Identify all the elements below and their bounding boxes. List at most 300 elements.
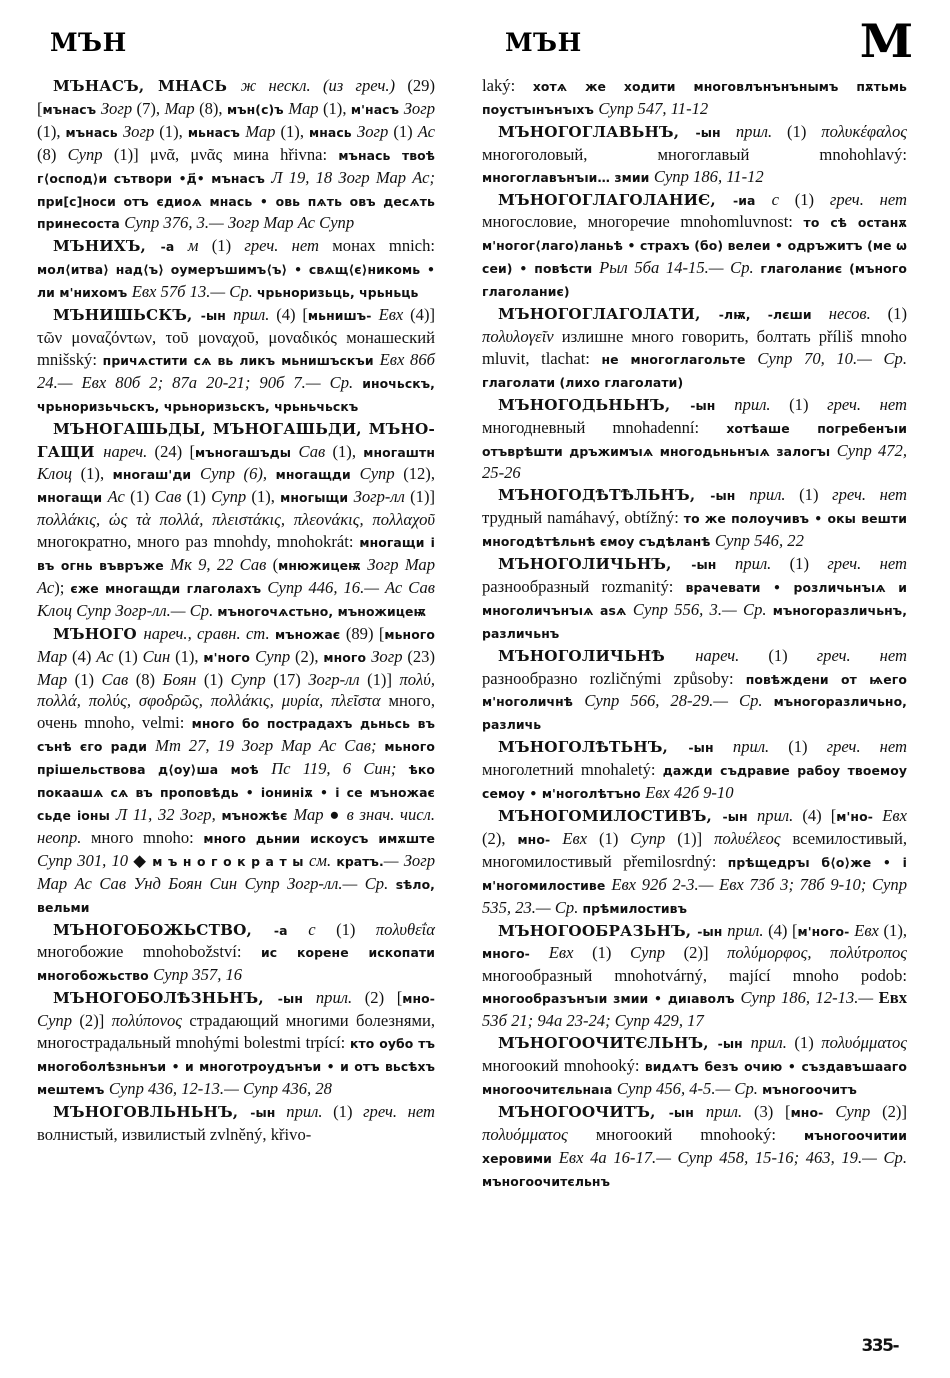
regular-text: многоокий mnohooký: (482, 1055, 645, 1075)
italic-text: Л 11, 32 Зогр, (115, 805, 222, 824)
regular-text: (1), (37, 121, 66, 141)
dictionary-entry-continued (482, 75, 907, 121)
regular-text: (1) (211, 236, 245, 256)
italic-text: греч. нет (826, 737, 907, 757)
running-head-left: МЪН (50, 28, 127, 57)
italic-text: Мт 27, 19 Зогр Мар Ас Сав; (155, 736, 385, 756)
old-church-slavonic-text: -ын (690, 397, 735, 413)
italic-text: нареч. (695, 645, 769, 665)
italic-text: греч. нет (363, 1101, 435, 1121)
old-church-slavonic-text: прѣмилостивъ (582, 900, 688, 916)
dictionary-entry (37, 987, 435, 1101)
italic-text: Супр (67, 144, 114, 164)
regular-text: (2)] (79, 1011, 112, 1031)
headword: МЪНОГОЛИЧЬНЪ, (498, 555, 692, 574)
old-church-slavonic-text: врачевати • розличьнъıѧ и многоличънъıѧ аѕѧ (482, 579, 907, 618)
italic-text: Евх (548, 943, 593, 963)
dictionary-entry (482, 1032, 907, 1101)
regular-text: (4)] τῶν μοναζόντων, τοῦ μοναχοῦ, μοναδικός монашеский mnišský: (37, 305, 435, 369)
italic-text: греч. нет (244, 236, 333, 256)
old-church-slavonic-text: многоглавънъıи… змии (482, 169, 654, 185)
old-church-slavonic-text: многащи (37, 490, 108, 506)
italic-text: прил. (233, 305, 277, 325)
regular-text: (2)] (882, 1101, 907, 1121)
old-church-slavonic-text: ѣко покаашѧ сѧ въ проповѣдь • іониніѫ • і се мъножає сьде іоны (37, 762, 436, 823)
italic-text: м (187, 236, 212, 256)
italic-text: Зогр Мар Ас (37, 555, 435, 597)
italic-text: Супр 547, 11-12 (598, 98, 709, 118)
regular-text: страдающий многими болезнями, многострадальный mnohými bolestmi trpící: (37, 1011, 435, 1053)
regular-text: многократно, много раз mnohdy, mnohokrát: (37, 532, 360, 552)
headword: МЪНОГОГЛАВЬНЪ, (498, 122, 696, 141)
old-church-slavonic-text: многообразънъıи змии • диıаволъ (482, 991, 741, 1007)
italic-text: в знач. числ. неопр. (37, 805, 436, 847)
italic-text: Супр (6), (200, 464, 276, 484)
italic-text: прил. (735, 554, 790, 574)
regular-text: (1) (887, 304, 907, 324)
headword: МЪНОГОМИЛОСТИВЪ, (498, 807, 723, 825)
headword: МЪНОГОДЬНЬНЪ, (498, 395, 691, 414)
regular-text: (17) (273, 669, 309, 689)
old-church-slavonic-text: м ъ н о г о к р а т ы (152, 853, 309, 869)
regular-text: (23) (407, 646, 436, 666)
old-church-slavonic-text: мъногоразличьнъ, различьнъ (482, 602, 908, 641)
old-church-slavonic-text: мьного (384, 626, 435, 642)
italic-text: — Зогр Мар Ас Сав Унд Боян Син Супр Зогр-лл.— Ср. (37, 850, 436, 893)
italic-text: Супр 566, 28-29.— Ср. (584, 691, 774, 711)
italic-text: Син (142, 646, 176, 666)
italic-text: Сав (101, 669, 136, 689)
headword: МЪНОГОБОЛѢЗНЬНЪ, (53, 989, 278, 1008)
italic-text: Супр (37, 1011, 80, 1031)
regular-text: (2), (482, 828, 518, 848)
italic-text: Мар (288, 98, 323, 118)
regular-text: (4) [ (802, 806, 837, 825)
italic-text: πολυλογεῖν (482, 326, 562, 346)
left-column (37, 75, 435, 1146)
old-church-slavonic-text: многаштн (363, 444, 435, 460)
headword: МЪНОГОЛИЧЬНѢ (498, 646, 696, 665)
italic-text: Супр (630, 943, 684, 963)
italic-text: Пс 119, 6 Син; (271, 759, 409, 779)
italic-text: πολυκέφαλος (821, 121, 907, 141)
italic-text: Мар (293, 805, 330, 824)
italic-text: πολύμορφος, πολύτροπος (727, 943, 908, 963)
italic-text: Евх 4а 16-17.— Супр 458, 15-16; 463, 19.— Ср. (558, 1147, 907, 1167)
old-church-slavonic-text: мънась твоѣ г⟨оспод⟩и сътвори •д҃• мънасъ (37, 147, 436, 186)
regular-text: (1) (333, 1101, 364, 1121)
italic-text: Супр 436, 12-13.— Супр 436, 28 (108, 1078, 332, 1098)
old-church-slavonic-text: хотѧ же ходити многовлънънънымъ пѫтьмь поустъıнънъıхъ (482, 79, 907, 117)
regular-text: (1) (794, 189, 830, 209)
old-church-slavonic-text: мнась (309, 124, 358, 140)
old-church-slavonic-text: много- (482, 946, 549, 962)
headword: МЪНОГОДѢТѢЛЬНЪ, (498, 486, 711, 505)
regular-text: (1) (787, 121, 822, 141)
old-church-slavonic-text: мъногоразличьно, различь (482, 694, 907, 733)
regular-text: многодневный mnohadenní: (482, 417, 727, 437)
italic-text: с (308, 919, 337, 939)
italic-text: Боян (162, 669, 204, 689)
headword: МЪНОГООЧИТЪ, (498, 1102, 669, 1121)
regular-text: (1), (322, 98, 351, 118)
section-letter: М (859, 14, 914, 68)
old-church-slavonic-text: -ын (710, 488, 750, 504)
headword: МЪНИШЬСКЪ, (53, 306, 201, 325)
old-church-slavonic-text: при[с]носи отъ єдиоѧ мнась • овь пѧть овъ десѧть принесоста (37, 193, 435, 232)
old-church-slavonic-text: мъножѣє (221, 808, 294, 823)
regular-text: (1), (332, 441, 364, 461)
italic-text: Евх 42б 9-10 (645, 783, 734, 803)
regular-text: (2), (295, 646, 324, 666)
old-church-slavonic-text: многащи і въ огнь въвръже (37, 535, 435, 574)
regular-text: (7), (136, 98, 165, 118)
italic-text: Мар (164, 98, 200, 118)
italic-text: Сав (154, 487, 187, 507)
regular-text: (4) (72, 646, 97, 666)
italic-text: Зогр (357, 121, 394, 141)
dictionary-entry (37, 919, 435, 988)
italic-text: Евх (378, 305, 411, 325)
old-church-slavonic-text: дажди съдравие рабоу твоемоу семоу • м'ноголѣтъно (482, 763, 908, 802)
regular-text: (12), (403, 464, 435, 484)
old-church-slavonic-text: мъногоочитєльнъ (482, 1173, 611, 1189)
old-church-slavonic-text: мно- (790, 1104, 836, 1120)
regular-text: (1), (159, 121, 188, 141)
italic-text: прил. (315, 988, 365, 1008)
regular-text: (1) (118, 646, 143, 666)
dictionary-entry (482, 394, 907, 485)
old-church-slavonic-text: то же полоучивъ • окы вешти многодѣтѣльнѣ ємоу съдѣланѣ (482, 511, 907, 550)
headword: МЪНОГОЛѢТЬНЪ, (498, 738, 689, 757)
page-number: 335- (861, 1336, 898, 1356)
old-church-slavonic-text: -иа (733, 192, 772, 208)
italic-text: прил. (732, 737, 789, 757)
italic-text: Евх 57б 13.— Ср. (131, 282, 257, 302)
old-church-slavonic-text: многащди (275, 467, 360, 483)
old-church-slavonic-text: -ын (200, 308, 234, 324)
italic-text: πολύ, πολλά, πολύς, σφοδρῶς, πολλάκις, μυρία, πλεῖστα (37, 669, 436, 711)
regular-text: (8) (135, 669, 163, 689)
old-church-slavonic-text: кратъ. (336, 853, 384, 869)
italic-text: Зогр (100, 98, 137, 118)
old-church-slavonic-text: -а (160, 239, 188, 255)
old-church-slavonic-text: -ын (691, 557, 736, 573)
regular-text: ); (54, 577, 71, 597)
old-church-slavonic-text: многыщи (280, 490, 354, 506)
old-church-slavonic-text: мъногочѧстьно, мъножицеѭ (217, 603, 427, 619)
old-church-slavonic-text: много дьнии искоусъ имѫште (203, 830, 436, 846)
regular-text: много, очень mnoho, velmi: (37, 691, 435, 733)
old-church-slavonic-text: многаш'ди (112, 467, 200, 483)
regular-text: (1), (883, 920, 907, 940)
italic-text: πολυθεΐα (375, 919, 435, 939)
regular-text: многобожие mnohobožství: (37, 942, 261, 962)
regular-text: (1)] (410, 487, 435, 507)
regular-text: многолетний mnohaletý: (482, 760, 663, 780)
italic-text: πολυόμματος (821, 1033, 908, 1053)
italic-text: Зогр (122, 121, 160, 141)
right-column (482, 75, 907, 1192)
old-church-slavonic-text: -ын (277, 991, 316, 1007)
old-church-slavonic-text: мьнишъ- (307, 308, 379, 324)
italic-text: Мар (37, 646, 73, 666)
old-church-slavonic-text: мнюжицеѭ (278, 558, 368, 574)
regular-text: (1) (186, 487, 212, 507)
regular-text: (8), (199, 98, 227, 118)
italic-text: Евх (854, 920, 884, 940)
dictionary-entry (482, 645, 907, 737)
italic-text: нареч., сравн. ст. (143, 623, 275, 643)
old-church-slavonic-text: -лѭ, -лєши (718, 307, 829, 323)
dictionary-entry (37, 75, 435, 235)
italic-text: прил. (749, 485, 800, 505)
headword: МЪНОГОВЛЬНЬНЪ, (53, 1102, 251, 1121)
old-church-slavonic-text: єже многащди глаголахъ (70, 580, 268, 596)
italic-text: греч. нет (827, 554, 907, 574)
old-church-slavonic-text: ѕѣло, вельми (37, 876, 435, 915)
italic-text: нареч. (103, 441, 155, 461)
old-church-slavonic-text: мьного прішельствова д⟨оу⟩ша моѣ (37, 739, 435, 778)
italic-text: прил. (750, 1033, 795, 1053)
old-church-slavonic-text: -ын (722, 809, 757, 824)
old-church-slavonic-text: -ын (250, 1104, 287, 1120)
italic-text: прил. (757, 806, 803, 825)
regular-text: излишне много говорить, болтать příliš mnoho mluvit, tlachat: (482, 326, 907, 368)
headword: МЪНАСЪ, МНАСЬ (53, 77, 241, 95)
italic-text: Зогр (371, 646, 408, 666)
old-church-slavonic-text: мъногашъды (194, 444, 299, 460)
dictionary-entry (482, 736, 907, 805)
regular-text: разнообразный rozmanitý: (482, 576, 686, 596)
regular-text: (29) [ (37, 76, 435, 118)
headword: МЪНОГОГЛАГОЛАТИ, (498, 305, 719, 324)
headword: МЪНОГАШЬДЫ, МЪНОГАШЬДИ, МЪНО- ГАЩИ (37, 419, 435, 461)
bold-marker: ● (329, 805, 347, 824)
old-church-slavonic-text: мъногоочитии херовими (482, 1127, 907, 1166)
italic-text: Супр 556, 3.— Ср. (632, 599, 773, 619)
regular-text: много mnoho: (91, 827, 204, 847)
old-church-slavonic-text: -ын (688, 740, 733, 756)
regular-text: трудный namáhavý, obtížný: (482, 508, 684, 528)
regular-text: (1), (280, 121, 309, 141)
italic-text: Евх 86б 24.— Евх 80б 2; 87а 20-21; 90б 7.— Ср. (37, 349, 435, 392)
italic-text: Супр (835, 1101, 883, 1121)
italic-text: Мк 9, 22 Сав (170, 555, 273, 575)
old-church-slavonic-text: глаголати (лихо глаголати) (482, 374, 684, 390)
old-church-slavonic-text: мъножає (275, 626, 346, 642)
italic-text: πολύπονος (111, 1011, 190, 1031)
old-church-slavonic-text: мно- (402, 991, 435, 1007)
italic-text: Клоц (37, 464, 81, 484)
headword: МЪНОГОБОЖЬСТВО, (53, 920, 274, 939)
regular-text: (4) [ (276, 305, 308, 325)
italic-text: несов. (828, 304, 888, 324)
old-church-slavonic-text: много (323, 649, 372, 665)
italic-text: Супр 456, 4-5.— Ср. (616, 1078, 763, 1098)
dictionary-entry (37, 1101, 435, 1146)
regular-text: (24) [ (154, 441, 195, 461)
italic-text: греч. нет (816, 645, 908, 665)
dictionary-entry (37, 304, 435, 418)
italic-text: греч. нет (832, 485, 908, 505)
headword: МЪНОГООЧИТЄЛЬНЪ, (498, 1034, 718, 1053)
old-church-slavonic-text: м'но- (836, 809, 883, 824)
italic-text: Зогр-лл (353, 487, 411, 507)
italic-text: прил. (705, 1101, 754, 1121)
italic-text: Л 19, 18 Зогр Мар Ас; (271, 167, 435, 187)
italic-text: Супр (211, 487, 252, 507)
regular-text: (1) (336, 919, 376, 939)
regular-text: (1) (794, 1033, 822, 1053)
italic-text: ж нескл. (из греч.) (240, 76, 408, 95)
old-church-slavonic-text: глаголаниє (мъного глаголаниє) (482, 261, 907, 300)
italic-text: πολυόμματος (482, 1124, 596, 1144)
regular-text: (1)] (677, 828, 715, 848)
italic-text: Супр 186, 12-13.— (740, 988, 879, 1008)
dictionary-entry (482, 121, 907, 189)
italic-text: Ас (417, 121, 435, 141)
regular-text: (1) (203, 669, 231, 689)
regular-text: многообразный mnohotvárný, mající mnoho podob: (482, 966, 907, 986)
italic-text: прил. (727, 920, 769, 940)
italic-text: прил. (734, 394, 790, 414)
dictionary-entry (482, 189, 907, 304)
italic-text: Зогр-лл (308, 669, 368, 689)
regular-text: (8) (37, 144, 68, 164)
italic-text: см. (309, 850, 337, 870)
regular-text: laký: (482, 76, 533, 95)
italic-text: Супр 546, 22 (714, 531, 804, 551)
italic-text: Супр (255, 646, 296, 666)
italic-text: Евх (882, 806, 907, 825)
old-church-slavonic-text: мънасъ (42, 101, 101, 117)
italic-text: Супр 472, 25-26 (482, 440, 907, 483)
italic-text: Ас (96, 646, 119, 666)
dictionary-entry (37, 418, 435, 623)
italic-text: прил. (735, 121, 788, 141)
italic-text: 53б 21; 94а 23-24; Супр 429, 17 (482, 1011, 704, 1031)
regular-text: ( (272, 555, 279, 575)
regular-text: (2) [ (364, 988, 403, 1008)
regular-text: (1) (768, 645, 817, 665)
old-church-slavonic-text: хотѣаше погребенъıи отъврѣшти дръжимъıѧ многодьньнъıѧ залогъı (482, 420, 907, 459)
italic-text: Супр 70, 10.— Ср. (757, 348, 907, 368)
italic-text: Мар (37, 669, 75, 689)
regular-text: (1) (74, 669, 102, 689)
regular-text: (1)] (367, 669, 400, 689)
bold-marker: ◆ (133, 850, 153, 870)
italic-text: с (771, 189, 795, 209)
headword: МЪНИХЪ, (53, 237, 161, 256)
headword: МЪНОГО (53, 624, 144, 643)
dictionary-entry (37, 235, 435, 304)
regular-text: волнистый, извилистый zvlněný, křivo- (37, 1124, 312, 1144)
regular-text: (1) (599, 828, 631, 848)
regular-text: (4) [ (768, 920, 798, 940)
bold-marker: Евх (878, 988, 907, 1008)
italic-text: Супр 446, 16.— Ас Сав Клоц Супр Зогр-лл.— Ср. (37, 577, 435, 620)
old-church-slavonic-text: кто оубо тъ многоболѣзньнъи • и многотроудънъи • и отъ вьсѣхъ мештемъ (37, 1036, 435, 1097)
old-church-slavonic-text: мно- (517, 831, 563, 847)
old-church-slavonic-text: то сѣ останѫ м'ногог⟨лаго⟩ланьѣ • страхъ (бо) велеи • одръжитъ (ме ѡ сеи) • повѣсти (482, 215, 907, 277)
old-church-slavonic-text: мъногоочитъ (762, 1081, 857, 1097)
old-church-slavonic-text: прѣщедръı б⟨о⟩же • і м'ногомилостиве (482, 854, 907, 893)
old-church-slavonic-text: не многоглагольте (601, 351, 758, 367)
regular-text: (1), (251, 487, 281, 507)
old-church-slavonic-text: мън(с)ъ (227, 101, 289, 117)
regular-text: монах mnich: (332, 236, 435, 256)
headword: МЪНОГОГЛАГОЛАНИЄ, (498, 190, 734, 209)
headword: МЪНОГООБРАЗЬНЪ, (498, 921, 698, 940)
old-church-slavonic-text: м'ного (203, 649, 256, 665)
old-church-slavonic-text: -ын (717, 1036, 751, 1052)
regular-text: (1) (789, 394, 828, 414)
italic-text: Зогр (403, 98, 435, 118)
italic-text: Евх (562, 828, 600, 848)
italic-text: πολυέλεος (714, 828, 793, 848)
regular-text: (89) [ (345, 623, 385, 643)
old-church-slavonic-text: м'ного- (797, 923, 855, 939)
italic-text: Супр (630, 828, 678, 848)
dictionary-entry (482, 303, 907, 394)
italic-text: Супр 186, 11-12 (653, 166, 764, 186)
regular-text: многословие, многоречие mnohomluvnost: (482, 212, 804, 232)
old-church-slavonic-text: повѣждени от ѩего м'ноголичнѣ (482, 671, 907, 710)
italic-text: Сав (298, 441, 333, 461)
old-church-slavonic-text: м'насъ (350, 101, 404, 117)
regular-text: (1), (80, 464, 113, 484)
dictionary-entry (482, 920, 907, 1033)
old-church-slavonic-text: мънась (65, 124, 123, 140)
old-church-slavonic-text: -ын (695, 124, 736, 140)
old-church-slavonic-text: много бо пострадахъ дьньсь въ сънѣ єго ради (37, 716, 435, 755)
old-church-slavonic-text: -а (273, 922, 309, 938)
italic-text: греч. нет (827, 394, 908, 414)
dictionary-entry (482, 484, 907, 553)
regular-text: (2)] (683, 943, 728, 963)
regular-text: (1) (393, 121, 418, 141)
regular-text: (1) (130, 487, 155, 507)
old-church-slavonic-text: -ын (697, 923, 728, 939)
italic-text: Евх 92б 2-3.— Евх 73б 3; 78б 9-10; Супр 535, 23.— Ср. (482, 874, 907, 917)
running-head-right: МЪН (505, 28, 582, 57)
old-church-slavonic-text: мьнасъ (187, 124, 246, 140)
regular-text: всемилостивый, многомилостивый přemilosrdný: (482, 828, 907, 871)
italic-text: Супр 301, 10 (37, 850, 134, 870)
old-church-slavonic-text: причѧстити сѧ вь ликъ мьнишъскъи (102, 352, 380, 368)
regular-text: многоокий mnohooký: (595, 1124, 805, 1144)
dictionary-entry (482, 805, 907, 920)
italic-text: Рыл 5ба 14-15.— Ср. (599, 258, 761, 278)
regular-text: (1) (592, 943, 631, 963)
italic-text: Супр 357, 16 (153, 965, 243, 985)
italic-text: Мар (245, 121, 281, 141)
italic-text: Супр 376, 3.— Зогр Мар Ас Супр (124, 213, 355, 233)
italic-text: Супр (359, 464, 404, 484)
regular-text: разнообразно rozličnými způsoby: (482, 668, 746, 688)
italic-text: πολλάκις, ὡς τὰ πολλά, πλειστάκις, πλεονάκις, πολλαχοῦ (37, 510, 435, 530)
old-church-slavonic-text: видѧтъ безъ очию • създавъшааго многоочитєльнаıа (482, 1058, 907, 1097)
regular-text: (1)] μνᾶ, μνᾶς мина hřivna: (113, 144, 339, 164)
old-church-slavonic-text: -ын (668, 1104, 706, 1120)
regular-text: (3) [ (753, 1101, 791, 1121)
regular-text: многоголовый, многоглавый mnohohlavý: (482, 144, 907, 164)
italic-text: прил. (286, 1101, 334, 1121)
old-church-slavonic-text: иночьскъ, чрьноризьчьскъ, чрьноризьскъ, чрьньчьскъ (37, 375, 435, 414)
old-church-slavonic-text: мол⟨итва⟩ над⟨ъ⟩ оумеръшимъ⟨ъ⟩ • свѧщ⟨є⟩никомь • ли м'нихомъ (37, 262, 435, 301)
old-church-slavonic-text: ис корене ископати многобожьство (37, 945, 435, 984)
